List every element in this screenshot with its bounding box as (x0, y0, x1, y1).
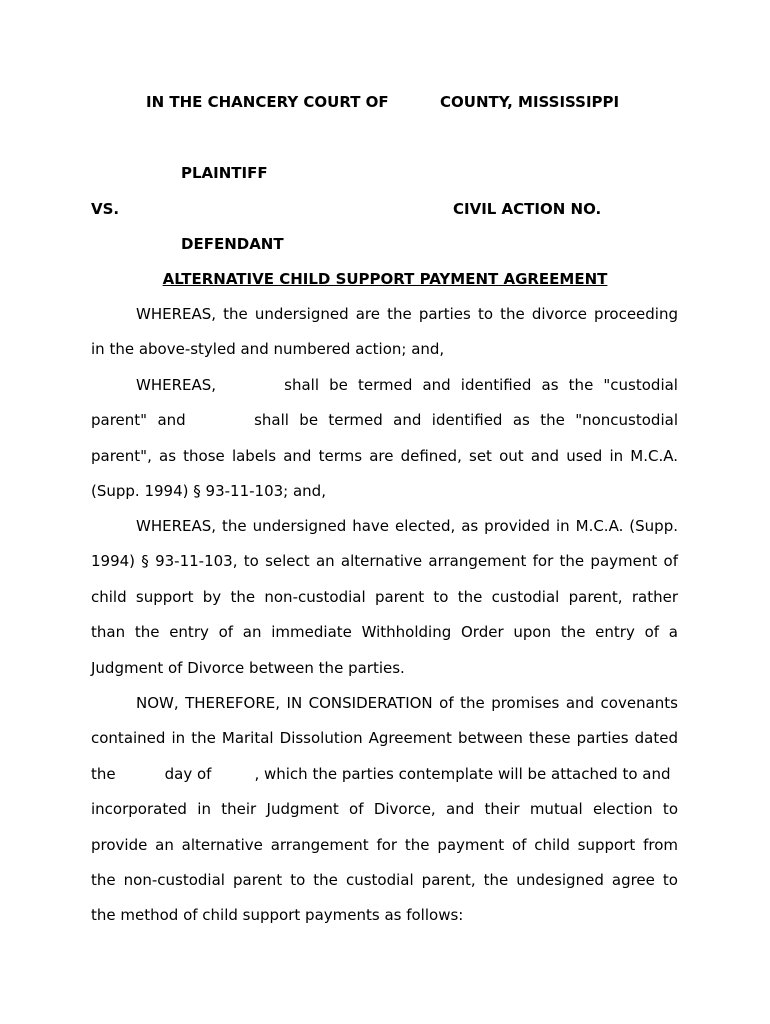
paragraph-line (91, 403, 678, 438)
paragraph-line (91, 757, 678, 792)
paragraph-now-therefore (91, 686, 678, 934)
parent-and-label: parent" and (91, 411, 186, 430)
day-of-label: day of (164, 764, 212, 783)
plaintiff-label: PLAINTIFF (181, 164, 268, 182)
the-label: the (91, 764, 116, 783)
paragraph-line: WHEREAS, the undersigned are the parties to the divorce proceeding (136, 305, 678, 323)
document-title: ALTERNATIVE CHILD SUPPORT PAYMENT AGREEMENT (162, 270, 608, 288)
paragraph-whereas-1 (91, 297, 678, 368)
paragraph-line: incorporated in their Judgment of Divorce, and their mutual election to (91, 800, 678, 819)
paragraph-line: Judgment of Divorce between the parties. (91, 658, 405, 677)
civil-action-label: CIVIL ACTION NO. (453, 200, 602, 218)
defendant-label: DEFENDANT (181, 235, 284, 253)
paragraph-line: NOW, THEREFORE, IN CONSIDERATION of the promises and covenants (136, 694, 678, 712)
court-county-state: COUNTY, MISSISSIPPI (440, 93, 620, 111)
whereas-label: WHEREAS, (136, 376, 217, 394)
paragraph-whereas-3 (91, 509, 678, 686)
paragraph-line: 1994) § 93-11-103, to select an alternative arrangement for the payment of (91, 552, 678, 571)
paragraph-line: the non-custodial parent to the custodial parent, the undesigned agree to (91, 870, 678, 889)
paragraph-line: (Supp. 1994) § 93-11-103; and, (91, 482, 326, 501)
paragraph-line: provide an alternative arrangement for the payment of child support from (91, 835, 678, 854)
paragraph-line: parent", as those labels and terms are defined, set out and used in M.C.A. (91, 446, 678, 465)
paragraph-line: than the entry of an immediate Withholding Order upon the entry of a (91, 623, 678, 642)
versus-label: VS. (91, 200, 120, 218)
attachment-clause: , which the parties contemplate will be attached to and (254, 764, 671, 783)
noncustodial-clause: shall be termed and identified as the "noncustodial (254, 411, 678, 430)
paragraph-line: in the above-styled and numbered action; and, (91, 340, 445, 359)
court-name-left: IN THE CHANCERY COURT OF (146, 93, 389, 111)
paragraph-line (91, 368, 678, 403)
custodial-clause: shall be termed and identified as the "custodial (284, 376, 678, 394)
paragraph-line: child support by the non-custodial parent to the custodial parent, rather (91, 587, 678, 606)
paragraph-whereas-2 (91, 368, 678, 510)
paragraph-line: the method of child support payments as follows: (91, 906, 464, 925)
paragraph-line: contained in the Marital Dissolution Agreement between these parties dated (91, 729, 678, 748)
paragraph-line: WHEREAS, the undersigned have elected, as provided in M.C.A. (Supp. (136, 517, 678, 535)
